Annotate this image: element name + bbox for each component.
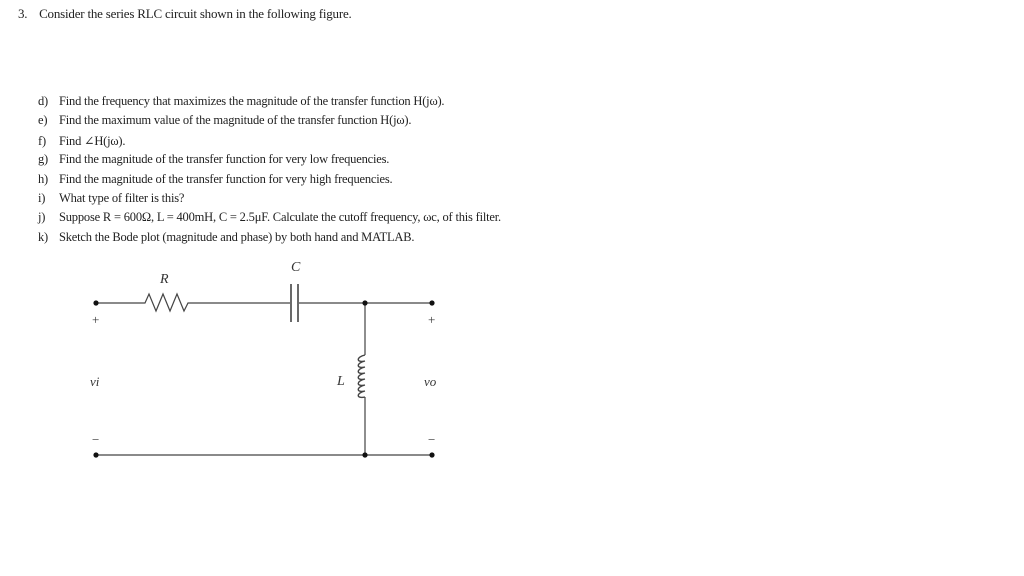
part-label: f) [38,133,46,148]
resistor-symbol [137,294,199,311]
output-minus-sign: − [428,432,436,447]
part-text: Find the maximum value of the magnitude of the transfer function H(jω). [59,113,412,128]
part-label: h) [38,171,49,186]
junction-node-bottom [362,452,367,457]
inductor-coil [358,355,365,397]
terminal-output-top [429,300,434,305]
part-label: i) [38,190,46,205]
part-text: Suppose R = 600Ω, L = 400mH, C = 2.5μF. Calculate the cutoff frequency, ωc, of this filter. [59,210,501,225]
input-plus-sign: + [92,312,100,327]
part-label: g) [38,152,49,167]
output-plus-sign: + [428,312,436,327]
input-voltage-label: vi [90,374,100,389]
terminal-input-bottom [93,452,98,457]
part-text: Find the frequency that maximizes the magnitude of the transfer function H(jω). [59,94,445,108]
part-label: d) [38,94,49,108]
capacitor-label: C [291,260,301,275]
part-text: Sketch the Bode plot (magnitude and phase) by both hand and MATLAB. [59,229,415,244]
part-label: e) [38,113,48,128]
output-voltage-label: vo [424,374,437,389]
part-text: What type of filter is this? [59,190,185,205]
terminal-input-top [93,300,98,305]
inductor-label: L [337,374,345,389]
junction-node-top [362,300,367,305]
part-text: Find the magnitude of the transfer function for very low frequencies. [59,152,390,167]
resistor-label: R [160,272,169,287]
terminal-output-bottom [429,452,434,457]
part-label: j) [38,210,46,225]
part-label: k) [38,229,49,244]
part-text: Find ∠H(jω). [59,133,126,148]
question-number: 3. [18,6,28,21]
question-text: Consider the series RLC circuit shown in the following figure. [39,6,352,21]
input-minus-sign: − [92,432,100,447]
part-text: Find the magnitude of the transfer function for very high frequencies. [59,171,393,186]
